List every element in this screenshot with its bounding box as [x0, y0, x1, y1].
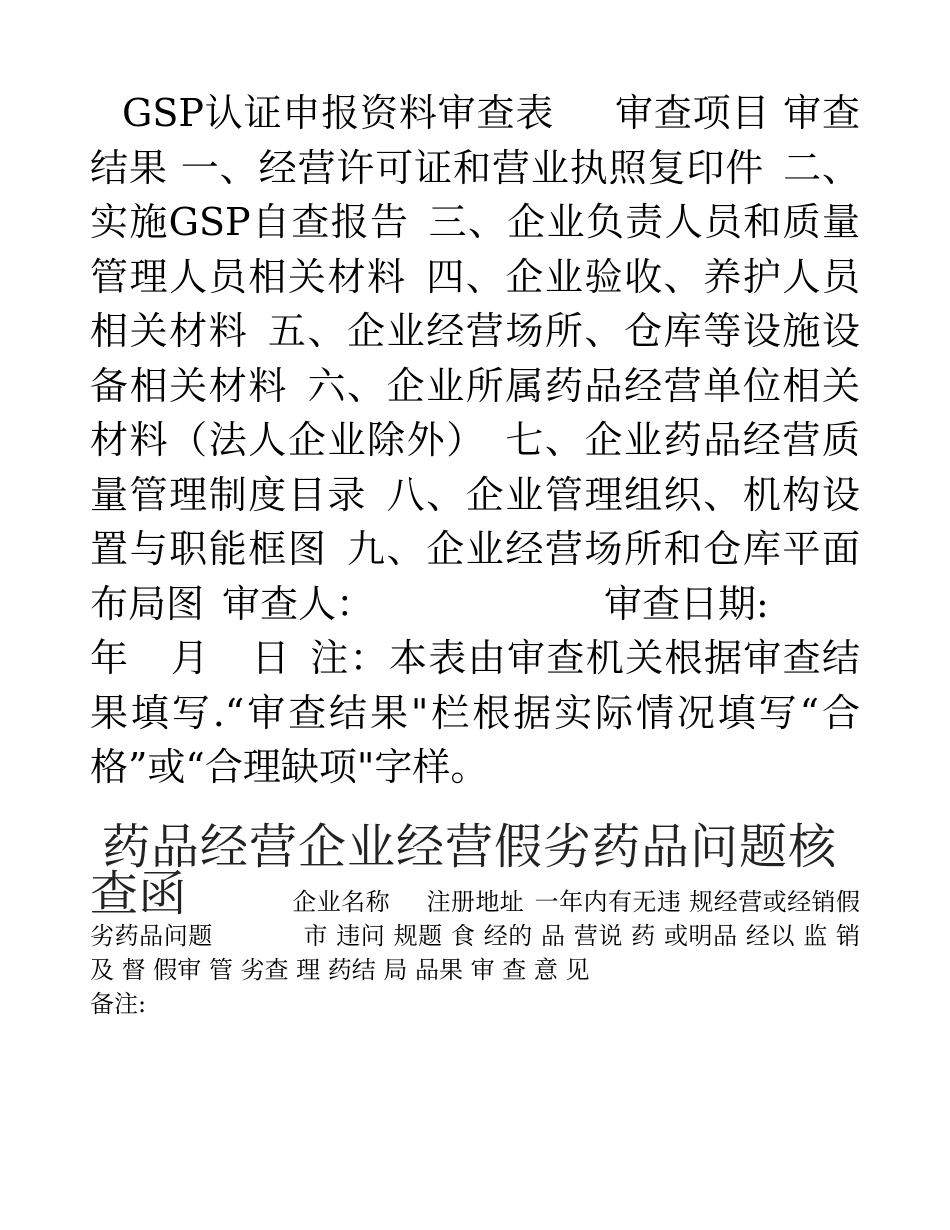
- review-item: 一、经营许可证和营业执照复印件: [180, 145, 765, 190]
- date-day: 日: [250, 636, 291, 680]
- review-item: 二、实施GSP自查报告: [90, 145, 860, 244]
- review-item: 三、企业负责人员和质量管理人员相关材料: [90, 200, 860, 299]
- date-month: 月: [169, 636, 211, 680]
- remark-label: 备注:: [90, 989, 147, 1018]
- inquiry-letter-title: [90, 817, 860, 877]
- review-item: 八、企业管理组织、机构设置与职能框图: [90, 472, 860, 571]
- review-item: 七、企业药品经营质量管理制度目录: [90, 418, 860, 517]
- inquiry-letter-body: [90, 865, 861, 1021]
- review-date-label: 审查日期:: [604, 581, 769, 626]
- review-form-body: [90, 86, 860, 795]
- inquiry-title-line1: 药品经营企业经营假劣药品问题核: [102, 818, 838, 875]
- field-company-name: 企业名称: [291, 887, 391, 916]
- review-item: 四、企业验收、养护人员相关材料: [90, 254, 860, 353]
- inquiry-title-line2: 查函: [90, 865, 187, 922]
- field-violation-question: 一年内有无违 规经营或经销假劣药品问题: [90, 887, 860, 950]
- column-header-item: 审查项目: [614, 91, 771, 135]
- column-header-result: 审查结果: [90, 91, 860, 190]
- document-page: [90, 86, 860, 1021]
- date-year: 年: [90, 636, 130, 680]
- review-item: 五、企业经营场所、仓库等设施设备相关材料: [90, 309, 860, 408]
- reviewer-label: 审查人：: [222, 581, 375, 626]
- jumbled-table-text: 市 违问 规题 食 经的 品 营说 药 或明品 经以 监 销及 督 假审 管 劣查 理 药结 局 品果 审 查 意 见: [90, 921, 861, 984]
- review-item: 九、企业经营场所和仓库平面布局图: [90, 527, 860, 626]
- form-title: GSP认证申报资料审查表: [122, 91, 555, 135]
- review-item: 六、企业所属药品经营单位相关材料（法人企业除外）: [90, 363, 860, 462]
- field-registered-address: 注册地址: [426, 887, 525, 916]
- form-note: 注：本表由审查机关根据审查结果填写.“审查结果"栏根据实际情况填写“合格”或“合理缺项"字样。: [90, 636, 860, 789]
